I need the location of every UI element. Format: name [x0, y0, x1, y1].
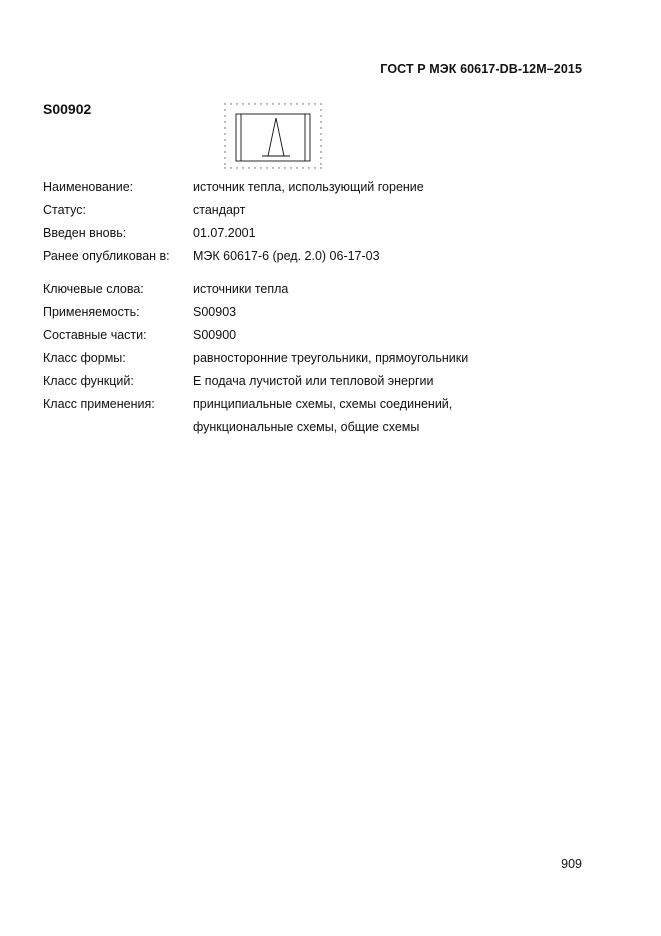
- attribute-value: стандарт: [193, 203, 246, 217]
- attribute-label: Ранее опубликован в:: [43, 249, 170, 263]
- attribute-value: S00900: [193, 328, 237, 342]
- symbol-attributes: [43, 179, 603, 442]
- attribute-value: принципиальные схемы, схемы соединений,: [193, 397, 453, 411]
- attribute-row-application-class-continued: [43, 419, 603, 442]
- attribute-row-status: [43, 202, 603, 225]
- attribute-row-application-class: [43, 396, 603, 419]
- attribute-row-keywords: [43, 281, 603, 304]
- symbol-outline: [236, 114, 310, 161]
- attribute-label: Класс функций:: [43, 374, 134, 388]
- attribute-label: Класс применения:: [43, 397, 155, 411]
- attribute-label: Введен вновь:: [43, 226, 127, 240]
- attribute-row-previously-published: [43, 248, 603, 271]
- attribute-value: 01.07.2001: [193, 226, 256, 240]
- attribute-label: Класс формы:: [43, 351, 126, 365]
- attribute-label: Ключевые слова:: [43, 282, 144, 296]
- attribute-value: S00903: [193, 305, 237, 319]
- section-gap: [43, 271, 603, 281]
- attribute-label: [43, 419, 193, 442]
- attribute-label: Статус:: [43, 203, 86, 217]
- document-standard-code: ГОСТ Р МЭК 60617-DB-12M–2015: [380, 62, 582, 76]
- attribute-row-shape-class: [43, 350, 603, 373]
- attribute-value: источник тепла, использующий горение: [193, 180, 424, 194]
- attribute-row-function-class: [43, 373, 603, 396]
- attribute-label: Наименование:: [43, 180, 134, 194]
- symbol-id: S00902: [43, 101, 92, 117]
- page-number: 909: [561, 857, 582, 871]
- attribute-label: Составные части:: [43, 328, 147, 342]
- attribute-row-name: [43, 179, 603, 202]
- symbol-grid-dots: [224, 103, 321, 168]
- attribute-value: E подача лучистой или тепловой энергии: [193, 374, 434, 388]
- attribute-value: источники тепла: [193, 282, 289, 296]
- attribute-row-introduced: [43, 225, 603, 248]
- heat-source-combustion-symbol-icon: [222, 100, 325, 172]
- attribute-row-components: [43, 327, 603, 350]
- attribute-value: равносторонние треугольники, прямоугольники: [193, 351, 469, 365]
- attribute-row-applicability: [43, 304, 603, 327]
- attribute-label: Применяемость:: [43, 305, 140, 319]
- attribute-value: МЭК 60617-6 (ред. 2.0) 06-17-03: [193, 249, 380, 263]
- attribute-value: функциональные схемы, общие схемы: [193, 420, 420, 434]
